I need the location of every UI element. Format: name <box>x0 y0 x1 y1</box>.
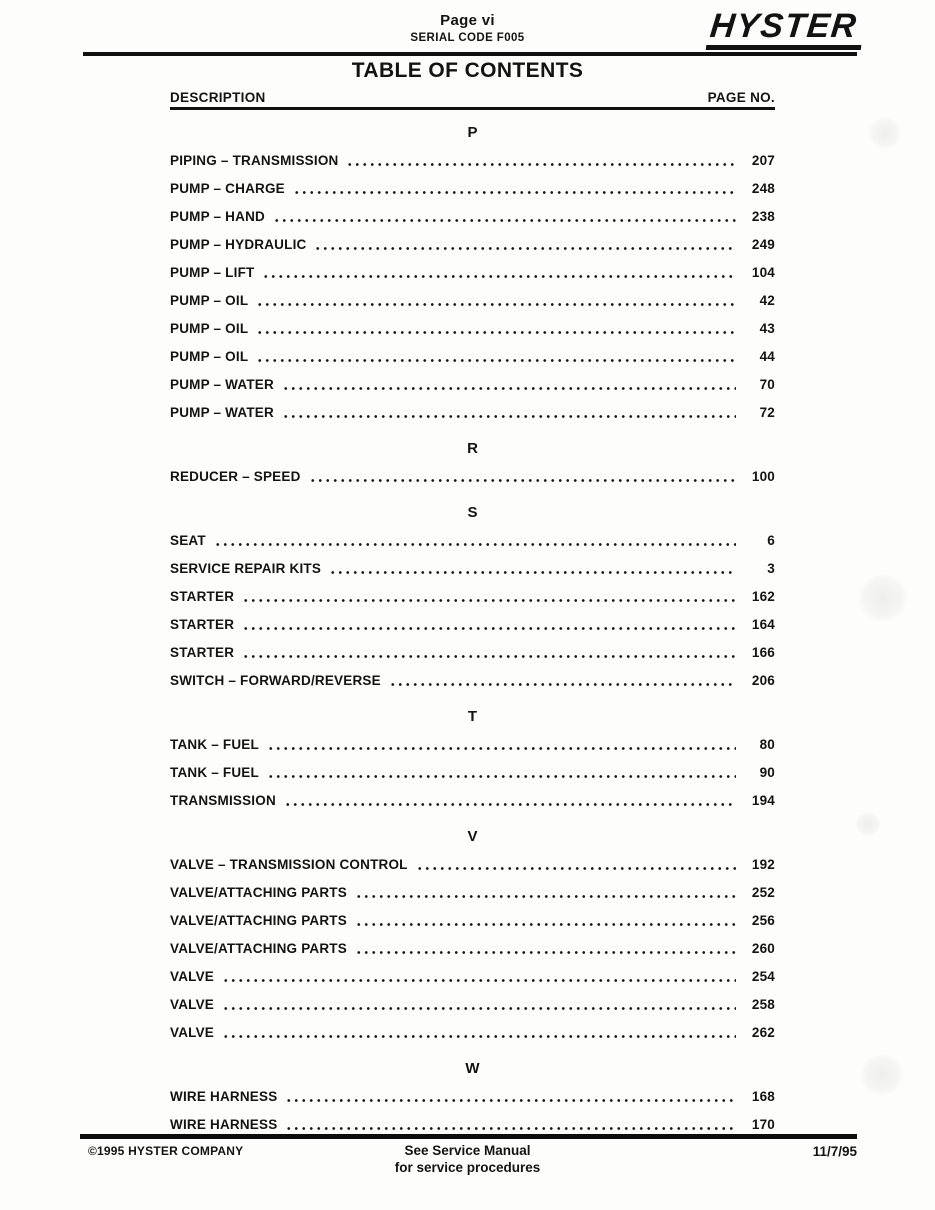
entry-label: VALVE <box>170 968 215 984</box>
entry-page-number: 258 <box>751 996 775 1012</box>
entry-label: VALVE/ATTACHING PARTS <box>170 912 347 928</box>
page-footer <box>0 1141 935 1191</box>
toc-row <box>170 202 775 230</box>
dot-leader <box>256 302 736 307</box>
entry-page-number: 206 <box>751 672 775 688</box>
entry-label: WIRE HARNESS <box>170 1088 278 1104</box>
column-header-description: DESCRIPTION <box>170 90 266 105</box>
dot-leader <box>416 866 736 871</box>
entry-page-number: 100 <box>751 468 775 484</box>
entry-page-number: 80 <box>759 736 775 752</box>
date-label: 11/7/95 <box>812 1144 857 1159</box>
entry-label: PUMP – HYDRAULIC <box>170 236 307 252</box>
entry-label: VALVE – TRANSMISSION CONTROL <box>170 856 408 872</box>
toc-row <box>170 990 775 1018</box>
entry-page-number: 90 <box>759 764 775 780</box>
toc-row <box>170 146 775 174</box>
entry-page-number: 72 <box>759 404 775 420</box>
entry-label: SWITCH – FORWARD/REVERSE <box>170 672 381 688</box>
toc-row <box>170 370 775 398</box>
dot-leader <box>267 746 736 751</box>
entry-page-number: 194 <box>751 792 775 808</box>
dot-leader <box>273 218 736 223</box>
entry-label: PUMP – OIL <box>170 348 249 364</box>
entry-label: TRANSMISSION <box>170 792 276 808</box>
footer-rule <box>80 1134 857 1139</box>
toc-row <box>170 758 775 786</box>
entry-label: TANK – FUEL <box>170 764 259 780</box>
dot-leader <box>285 1126 736 1131</box>
hyster-logo: HYSTER <box>706 8 865 50</box>
entry-page-number: 260 <box>751 940 775 956</box>
dot-leader <box>222 1006 736 1011</box>
toc-row <box>170 526 775 554</box>
toc-body <box>170 120 775 1138</box>
section-letter: S <box>467 504 478 521</box>
entry-label: STARTER <box>170 588 235 604</box>
toc-section <box>170 500 775 694</box>
entry-page-number: 168 <box>751 1088 775 1104</box>
entry-page-number: 104 <box>751 264 775 280</box>
dot-leader <box>267 774 736 779</box>
toc-row <box>170 730 775 758</box>
entry-page-number: 262 <box>751 1024 775 1040</box>
entry-page-number: 162 <box>751 588 775 604</box>
dot-leader <box>389 682 736 687</box>
entry-page-number: 170 <box>751 1116 775 1132</box>
dot-leader <box>284 802 736 807</box>
column-header-page-no: PAGE NO. <box>707 90 775 105</box>
entry-page-number: 256 <box>751 912 775 928</box>
entry-page-number: 248 <box>751 180 775 196</box>
entry-label: STARTER <box>170 616 235 632</box>
dot-leader <box>329 570 736 575</box>
dot-leader <box>256 330 736 335</box>
dot-leader <box>242 626 736 631</box>
dot-leader <box>242 654 736 659</box>
toc-row <box>170 174 775 202</box>
entry-label: STARTER <box>170 644 235 660</box>
entry-page-number: 6 <box>767 532 775 548</box>
dot-leader <box>346 162 736 167</box>
entry-label: PUMP – WATER <box>170 376 274 392</box>
toc-row <box>170 462 775 490</box>
dot-leader <box>309 478 736 483</box>
toc-row <box>170 878 775 906</box>
entry-label: PUMP – CHARGE <box>170 180 285 196</box>
page-number-label: Page vi <box>440 12 495 29</box>
entry-page-number: 164 <box>751 616 775 632</box>
entry-label: REDUCER – SPEED <box>170 468 301 484</box>
entry-page-number: 207 <box>751 152 775 168</box>
entry-label: PUMP – WATER <box>170 404 274 420</box>
entry-label: PUMP – LIFT <box>170 264 255 280</box>
toc-row <box>170 610 775 638</box>
dot-leader <box>262 274 736 279</box>
dot-leader <box>242 598 736 603</box>
toc-row <box>170 230 775 258</box>
dot-leader <box>355 894 736 899</box>
toc-row <box>170 934 775 962</box>
entry-label: VALVE/ATTACHING PARTS <box>170 940 347 956</box>
entry-page-number: 254 <box>751 968 775 984</box>
section-letter: P <box>467 124 478 141</box>
dot-leader <box>214 542 736 547</box>
entry-page-number: 238 <box>751 208 775 224</box>
entry-label: VALVE <box>170 996 215 1012</box>
entry-page-number: 42 <box>759 292 775 308</box>
dot-leader <box>282 414 736 419</box>
entry-label: VALVE <box>170 1024 215 1040</box>
entry-page-number: 3 <box>767 560 775 576</box>
toc-row <box>170 962 775 990</box>
toc-row <box>170 554 775 582</box>
entry-label: VALVE/ATTACHING PARTS <box>170 884 347 900</box>
service-note <box>0 1142 935 1176</box>
entry-page-number: 192 <box>751 856 775 872</box>
toc-row <box>170 398 775 426</box>
entry-page-number: 70 <box>759 376 775 392</box>
entry-page-number: 249 <box>751 236 775 252</box>
dot-leader <box>285 1098 736 1103</box>
section-letter: V <box>467 828 478 845</box>
dot-leader <box>355 922 736 927</box>
service-note-line2: for service procedures <box>394 1160 541 1175</box>
toc-row <box>170 906 775 934</box>
copyright-label: ©1995 HYSTER COMPANY <box>88 1144 244 1158</box>
section-letter: T <box>467 708 478 725</box>
entry-label: PUMP – OIL <box>170 292 249 308</box>
entry-page-number: 44 <box>759 348 775 364</box>
toc-section <box>170 436 775 490</box>
toc-section <box>170 824 775 1046</box>
dot-leader <box>222 978 736 983</box>
scan-artifact <box>858 575 908 621</box>
toc-row <box>170 1018 775 1046</box>
entry-page-number: 166 <box>751 644 775 660</box>
column-header-row <box>170 90 775 110</box>
entry-label: PUMP – OIL <box>170 320 249 336</box>
toc-row <box>170 258 775 286</box>
section-letter: R <box>467 440 478 457</box>
toc-row <box>170 582 775 610</box>
entry-page-number: 43 <box>759 320 775 336</box>
toc-section <box>170 1056 775 1138</box>
entry-label: SEAT <box>170 532 206 548</box>
dot-leader <box>293 190 736 195</box>
toc-row <box>170 286 775 314</box>
toc-row <box>170 342 775 370</box>
dot-leader <box>282 386 736 391</box>
toc-section <box>170 120 775 426</box>
toc-section <box>170 704 775 814</box>
dot-leader <box>355 950 736 955</box>
dot-leader <box>222 1034 736 1039</box>
scan-artifact <box>868 118 902 148</box>
section-letter: W <box>465 1060 480 1077</box>
scan-artifact <box>855 812 881 836</box>
page-title: TABLE OF CONTENTS <box>351 59 584 82</box>
dot-leader <box>256 358 736 363</box>
entry-page-number: 252 <box>751 884 775 900</box>
entry-label: PIPING – TRANSMISSION <box>170 152 339 168</box>
scan-artifact <box>860 1055 904 1095</box>
entry-label: WIRE HARNESS <box>170 1116 278 1132</box>
entry-label: TANK – FUEL <box>170 736 259 752</box>
toc-row <box>170 850 775 878</box>
toc-content <box>170 90 775 1138</box>
entry-label: SERVICE REPAIR KITS <box>170 560 322 576</box>
entry-label: PUMP – HAND <box>170 208 265 224</box>
toc-row <box>170 314 775 342</box>
header-rule <box>83 52 857 56</box>
serial-code-label: SERIAL CODE F005 <box>410 32 525 44</box>
dot-leader <box>314 246 736 251</box>
toc-row <box>170 638 775 666</box>
toc-row <box>170 666 775 694</box>
toc-row <box>170 1082 775 1110</box>
service-note-line1: See Service Manual <box>404 1143 531 1158</box>
toc-row <box>170 786 775 814</box>
